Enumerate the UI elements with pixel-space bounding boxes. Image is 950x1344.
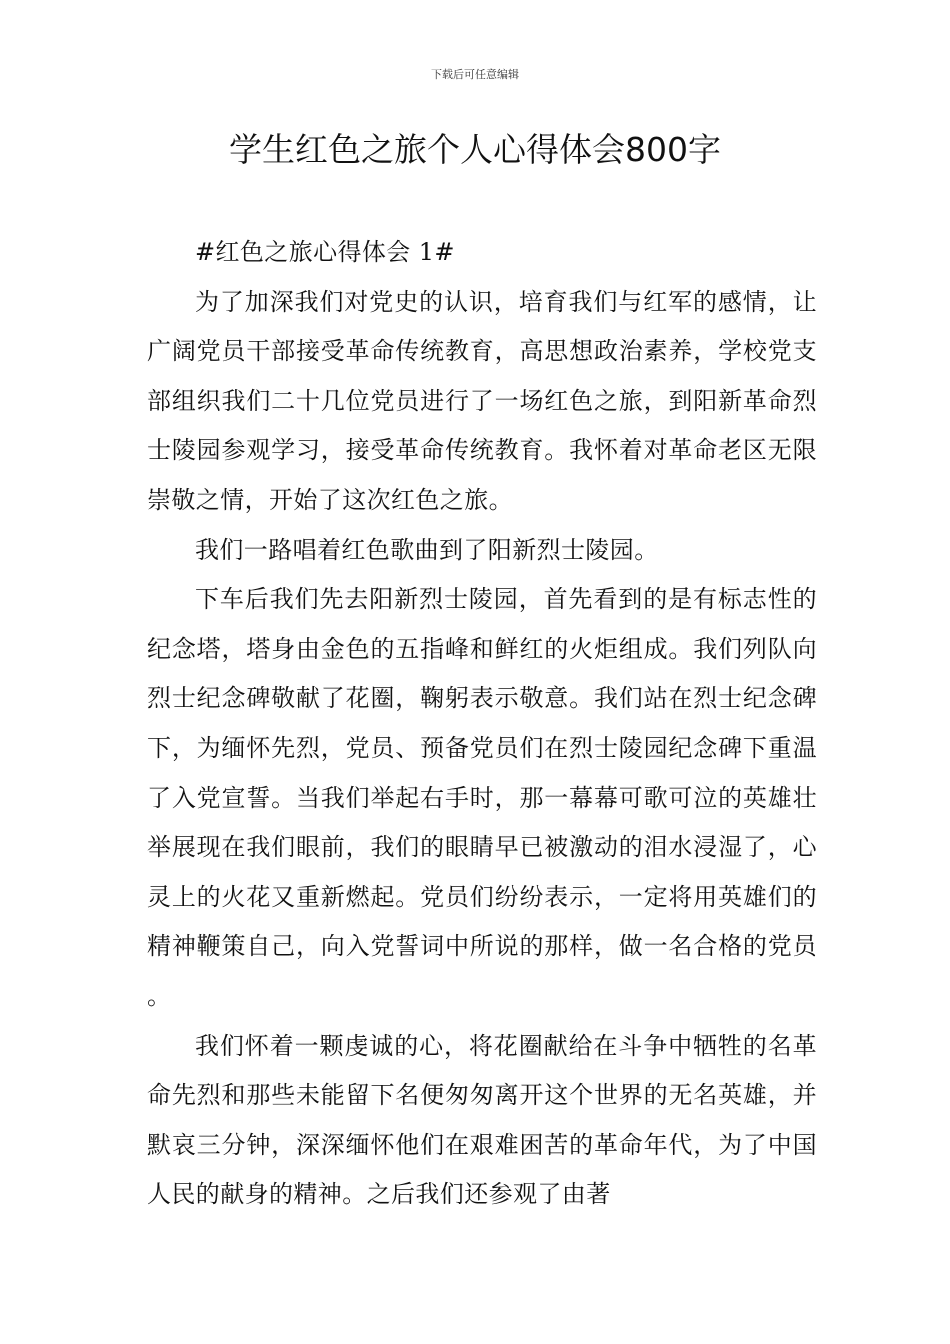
document-title: 学生红色之旅个人心得体会800字 bbox=[229, 130, 721, 169]
paragraph: 我们一路唱着红色歌曲到了阳新烈士陵园。 bbox=[195, 535, 659, 564]
document-body bbox=[147, 228, 817, 1220]
paragraph: 为了加深我们对党史的认识，培育我们与红军的感情，让广阔党员干部接受革命传统教育，高思想政治素养，学校党支部组织我们二十几位党员进行了一场红色之旅，到阳新革命烈士陵园参观学习，接受革命传统教育。我怀着对革命老区无限崇敬之情，开始了这次红色之旅。 bbox=[147, 287, 817, 514]
paragraph: 我们怀着一颗虔诚的心，将花圈献给在斗争中牺牲的名革命先烈和那些未能留下名便匆匆离开这个世界的无名英雄，并默哀三分钟，深深缅怀他们在艰难困苦的革命年代，为了中国人民的献身的精神。之后我们还参观了由著 bbox=[147, 1031, 817, 1209]
paragraph-heading: #红色之旅心得体会 1# bbox=[195, 238, 455, 266]
paragraph: 下车后我们先去阳新烈士陵园，首先看到的是有标志性的纪念塔，塔身由金色的五指峰和鲜红的火炬组成。我们列队向烈士纪念碑敬献了花圈，鞠躬表示敬意。我们站在烈士纪念碑下，为缅怀先烈，党员、预备党员们在烈士陵园纪念碑下重温了入党宣誓。当我们举起右手时，那一幕幕可歌可泣的英雄壮举展现在我们眼前，我们的眼睛早已被激动的泪水浸湿了，心灵上的火花又重新燃起。党员们纷纷表示，一定将用英雄们的精神鞭策自己，向入党誓词中所说的那样，做一名合格的党员。 bbox=[147, 585, 817, 1010]
header-note: 下载后可任意编辑 bbox=[431, 68, 519, 81]
